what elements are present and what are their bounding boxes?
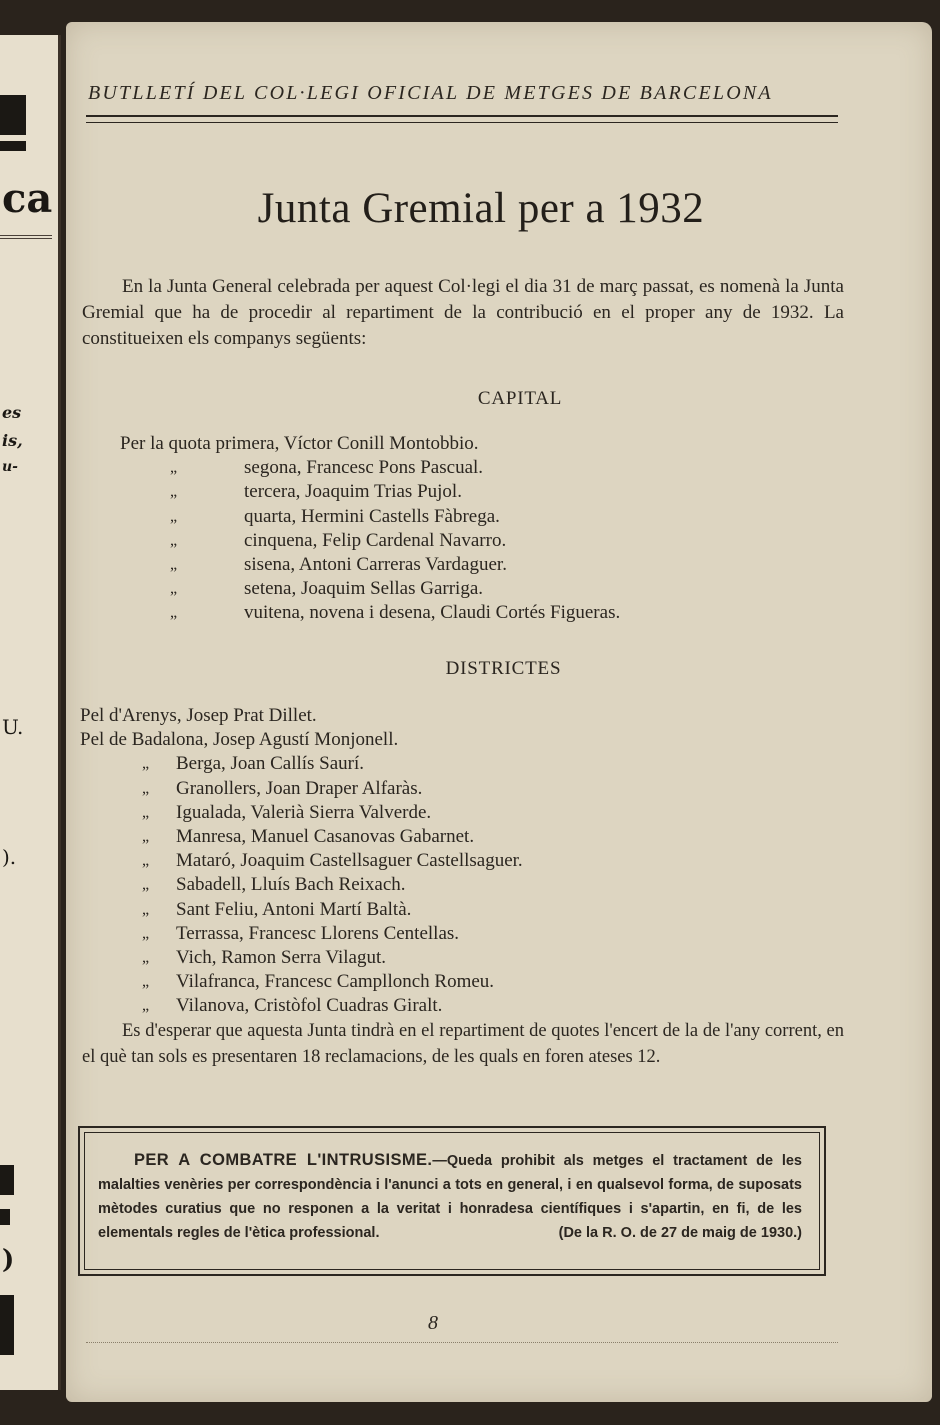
ditto-mark: „ <box>142 803 150 821</box>
list-item <box>80 946 523 970</box>
adjacent-text-fragment: ) <box>2 1245 15 1275</box>
list-item <box>80 704 523 728</box>
ink-bar <box>0 1295 14 1355</box>
ditto-mark: „ <box>142 948 150 966</box>
ink-bar <box>0 1209 10 1225</box>
journal-header: BUTLLETÍ DEL COL·LEGI OFICIAL DE METGES DE BARCELONA <box>88 82 773 104</box>
entry-text: Vich, Ramon Serra Vilagut. <box>176 946 387 968</box>
notice-body: —Queda prohibit als metges el tractament de les malalties venèries per correspondència i l'anunci a tots en general, i en qualsevol forma, de suposats mètodes curatius que no responen a la veritat i honradesa científiques i s'apartin, en fi, de les elementals regles de l'ètica professional. <box>98 1153 802 1241</box>
notice-reference: (De la R. O. de 27 de maig de 1930.) <box>558 1225 802 1241</box>
list-item <box>80 970 523 994</box>
ditto-mark: „ <box>142 827 150 845</box>
entry-text: Terrassa, Francesc Llorens Centellas. <box>176 922 460 944</box>
entry-text: segona, Francesc Pons Pascual. <box>244 457 484 479</box>
entry-text: Vilafranca, Francesc Campllonch Romeu. <box>176 971 495 993</box>
adjacent-page-strip <box>0 35 61 1390</box>
entry-text: Sant Feliu, Antoni Martí Baltà. <box>176 898 412 920</box>
list-item <box>80 922 523 946</box>
entry-text: Vilanova, Cristòfol Cuadras Giralt. <box>176 995 443 1017</box>
document-page <box>66 22 932 1402</box>
list-item <box>80 825 523 849</box>
adjacent-text-fragment: ). <box>2 845 17 869</box>
adjacent-text-fragment: ca <box>2 175 53 222</box>
quota-lead: Per la quota <box>120 433 211 454</box>
page-title: Junta Gremial per a 1932 <box>257 185 705 232</box>
list-item <box>120 529 620 553</box>
adjacent-text-fragment: u- <box>2 459 18 475</box>
list-item <box>80 849 523 873</box>
districtes-list <box>80 704 523 1018</box>
closing-paragraph: Es d'esperar que aquesta Junta tindrà en el repartiment de quotes l'encert de la de l'any corrent, en el què tan sols es presentaren 18 reclamacions, de les quals en foren ateses 12. <box>82 1021 844 1067</box>
list-item <box>120 505 620 529</box>
entry-text: Mataró, Joaquim Castellsaguer Castellsaguer. <box>176 850 523 872</box>
ditto-mark: „ <box>170 483 178 501</box>
ditto-mark: „ <box>142 973 150 991</box>
entry-text: Igualada, Valerià Sierra Valverde. <box>176 801 432 823</box>
ditto-mark: „ <box>170 507 178 525</box>
capital-list <box>120 432 620 626</box>
entry-text: Manresa, Manuel Casanovas Gabarnet. <box>176 825 475 847</box>
ink-bar <box>0 141 26 151</box>
adjacent-text-fragment: is, <box>2 431 23 450</box>
list-item <box>120 480 620 504</box>
ink-bar <box>0 1165 14 1195</box>
ditto-mark: „ <box>170 555 178 573</box>
notice-box <box>78 1126 826 1276</box>
entry-text: primera, Víctor Conill Montobbio. <box>215 433 479 454</box>
list-item <box>80 898 523 922</box>
capital-heading: CAPITAL <box>477 388 563 409</box>
list-item <box>120 577 620 601</box>
page-number: 8 <box>428 1312 438 1334</box>
entry-text: vuitena, novena i desena, Claudi Cortés Figueras. <box>244 602 621 624</box>
ditto-mark: „ <box>170 531 178 549</box>
list-item <box>80 801 523 825</box>
ditto-mark: „ <box>142 755 150 773</box>
ditto-mark: „ <box>170 604 178 622</box>
list-item <box>80 752 523 776</box>
ditto-mark: „ <box>142 900 150 918</box>
list-item <box>80 728 523 752</box>
entry-text: cinquena, Felip Cardenal Navarro. <box>244 529 507 551</box>
entry-text: quarta, Hermini Castells Fàbrega. <box>244 505 500 527</box>
header-rule <box>86 115 838 123</box>
list-item <box>120 601 620 625</box>
ditto-mark: „ <box>170 459 178 477</box>
adjacent-text-fragment: es <box>2 403 22 422</box>
ink-bar <box>0 95 26 135</box>
ditto-mark: „ <box>142 779 150 797</box>
ditto-mark: „ <box>142 852 150 870</box>
entry-text: setena, Joaquim Sellas Garriga. <box>244 578 484 600</box>
list-item <box>80 777 523 801</box>
intro-paragraph: En la Junta General celebrada per aquest Col·legi el dia 31 de març passat, es nomenà la Junta Gremial que ha de procedir al repartiment de la contribució en el proper any de 1932. La constitueixen els companys següents: <box>82 276 844 349</box>
entry-text: Berga, Joan Callís Saurí. <box>176 753 365 775</box>
ditto-mark: „ <box>142 997 150 1015</box>
list-item <box>80 994 523 1018</box>
adjacent-rule <box>0 235 52 239</box>
ditto-mark: „ <box>170 580 178 598</box>
entry-text: sisena, Antoni Carreras Vardaguer. <box>244 553 507 575</box>
districtes-heading: DISTRICTES <box>445 658 562 679</box>
entry-text: Granollers, Joan Draper Alfaràs. <box>176 777 423 799</box>
list-item <box>80 873 523 897</box>
ditto-mark: „ <box>142 876 150 894</box>
list-item <box>120 553 620 577</box>
list-item <box>120 456 620 480</box>
entry-text: Pel de Badalona, Josep Agustí Monjonell. <box>80 729 399 751</box>
adjacent-text-fragment: U. <box>2 715 24 739</box>
entry-text: Sabadell, Lluís Bach Reixach. <box>176 874 406 896</box>
notice-text <box>98 1148 802 1245</box>
entry-text: tercera, Joaquim Trias Pujol. <box>244 481 462 503</box>
ditto-mark: „ <box>142 924 150 942</box>
bottom-rule <box>86 1342 838 1343</box>
list-item <box>120 432 620 456</box>
entry-text: Pel d'Arenys, Josep Prat Dillet. <box>80 705 317 726</box>
notice-lead: PER A COMBATRE L'INTRUSISME. <box>134 1151 433 1169</box>
